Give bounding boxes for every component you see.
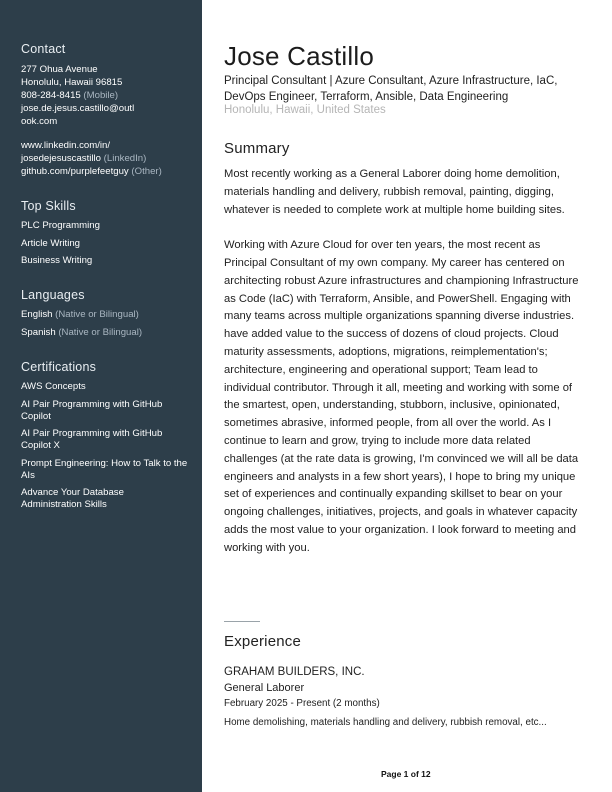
language-level: (Native or Bilingual) (55, 309, 139, 320)
phone-number: 808-284-8415 (21, 90, 81, 101)
experience-description: Home demolishing, materials handling and delivery, rubbish removal, etc... (224, 717, 547, 728)
contact-section (21, 42, 191, 178)
linkedin-label: (LinkedIn) (103, 153, 147, 164)
email-line-1[interactable]: jose.de.jesus.castillo@outl (21, 103, 135, 114)
skill-item: Article Writing (21, 237, 80, 249)
language-name: Spanish (21, 326, 56, 338)
languages-section (21, 288, 191, 344)
experience-title: General Laborer (224, 682, 305, 694)
certifications-section (21, 360, 193, 517)
summary-paragraph-2: Working with Azure Cloud for over ten years, the most recent as Principal Consultant of my own company. My career has centered on architecting robust Azure infrastructures and championing Infrastructure as Code (IaC) with Terraform, Ansible, and PowerShell. Engaging with many teams across multiple organizations spanning diverse industries. have added value to the success of dozens of cloud projects. Cloud maturity assessments, adoptions, migrations, reimplementation's; architecture, engineering and operational support; Team lead to individual contributor. Through it all, meeting and working with some of the smartest, open, understanding, stubborn, inclusive, opinionated, sometimes abrasive, informed people, from all over the world. As I continue to learn and grow, trying to include more data related challenges (at the rate data is growing, I'm convinced we will all be data engineers and analysts in a few short years), I hope to bring my unique set of experiences and continually expanding skillset to bear on your ongoing challenges, initiatives, projects, and goals in whatever capacity adds the most value to your organization. I look forward to meeting and working with you. (224, 239, 579, 554)
experience-heading: Experience (224, 633, 302, 650)
certification-item: AI Pair Programming with GitHub Copilot X (21, 428, 163, 451)
summary-heading: Summary (224, 140, 290, 157)
summary-text (224, 166, 586, 558)
summary-paragraph-1: Most recently working as a General Laborer doing home demolition, materials handling and delivery, rubbish removal, painting, digging, whatever is needed to complete work at multiple home building sites. (224, 168, 565, 216)
certification-item: Prompt Engineering: How to Talk to the AIs (21, 457, 188, 481)
profile-location: Honolulu, Hawaii, United States (224, 104, 386, 116)
github-label: (Other) (131, 166, 162, 177)
address-line-2: Honolulu, Hawaii 96815 (21, 77, 123, 88)
contact-heading: Contact (21, 42, 66, 56)
linkedin-handle[interactable]: josedejesuscastillo (21, 153, 101, 164)
linkedin-link-line-1[interactable]: www.linkedin.com/in/ (21, 140, 111, 151)
language-item (21, 309, 191, 321)
section-divider (224, 621, 260, 622)
certifications-heading: Certifications (21, 360, 97, 374)
language-name: English (21, 309, 53, 320)
certification-item: AI Pair Programming with GitHub Copilot (21, 398, 163, 422)
experience-company: GRAHAM BUILDERS, INC. (224, 666, 365, 678)
phone (21, 89, 191, 102)
github-link[interactable] (21, 165, 191, 178)
sidebar (0, 0, 202, 792)
linkedin-link-line-2[interactable] (21, 152, 191, 165)
certification-item: Advance Your Database Administration Skills (21, 487, 124, 510)
skill-item: Business Writing (21, 255, 93, 266)
address-line-1: 277 Ohua Avenue (21, 64, 98, 75)
skills-section (21, 199, 191, 273)
languages-heading: Languages (21, 288, 85, 302)
language-level: (Native or Bilingual) (58, 326, 143, 338)
email-line-2[interactable]: ook.com (21, 116, 58, 127)
phone-label: (Mobile) (83, 90, 119, 101)
certification-item: AWS Concepts (21, 381, 86, 392)
skill-item: PLC Programming (21, 220, 100, 231)
experience-dates: February 2025 - Present (2 months) (224, 698, 380, 709)
skills-heading: Top Skills (21, 199, 76, 213)
profile-headline: Principal Consultant | Azure Consultant, Azure Infrastructure, IaC, DevOps Engineer, Terraform, Ansible, Data Engineering (224, 75, 558, 103)
profile-name: Jose Castillo (224, 41, 374, 71)
github-url[interactable]: github.com/purplefeetguy (21, 166, 129, 177)
language-item (21, 327, 191, 339)
page-number: Page 1 of 12 (381, 769, 431, 779)
